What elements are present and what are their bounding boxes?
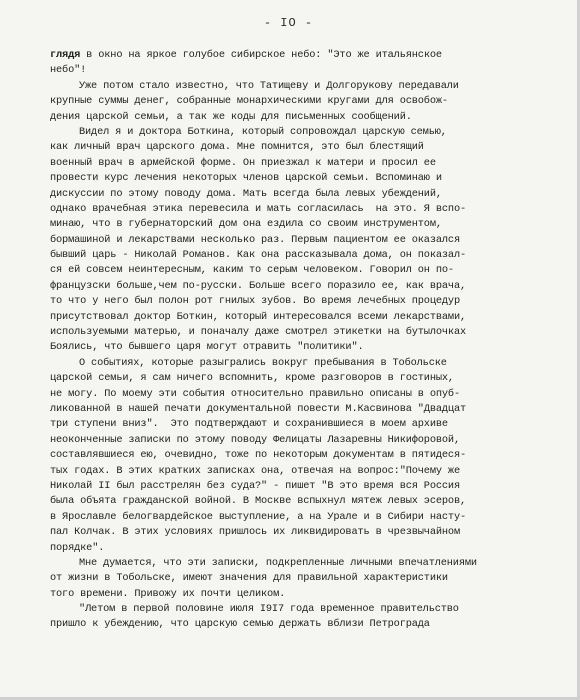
text-line: Уже потом стало известно, что Татищеву и Долгорукову передавали bbox=[79, 79, 459, 92]
text-line: однако врачебная этика перевесила и мать согласилась на это. Я вспо- bbox=[50, 202, 467, 215]
text-line: "Летом в первой половине июля I9I7 года временное правительство bbox=[79, 603, 459, 616]
text-line: то что у него был полон рот гнилых зубов. Во время лечебных процедур bbox=[50, 295, 460, 308]
text-line: дения царской семьи, а так же коды для письменных сообщений. bbox=[50, 110, 412, 123]
text-line: ликованной в нашей печати документальной повести М.Касвинова "Двадцат bbox=[50, 402, 467, 415]
text-line: тых годах. В этих кратких записках она, отвечая на вопрос:"Почему же bbox=[50, 464, 460, 477]
text-line: порядке". bbox=[50, 541, 105, 554]
text-line: Мне думается, что эти записки, подкрепленные личными впечатлениями bbox=[79, 556, 477, 569]
text-line: дискуссии по этому поводу дома. Мать всегда была левых убеждений, bbox=[50, 187, 442, 200]
text-line: Николай II был расстрелян без суда?" - пишет "В это время вся Россия bbox=[50, 479, 460, 492]
text-line: ся ей совсем неинтересным, каким то серым человеком. Говорил он по- bbox=[50, 264, 454, 277]
text-line: глядя в окно на яркое голубое сибирское небо: "Это же итальянское bbox=[50, 49, 442, 61]
text-line: царской семьи, я сам ничего вспомнить, кроме разговоров в гостиных, bbox=[50, 372, 454, 385]
text-line: используемыми матерью, и поначалу даже смотрел этикетки на бутылочках bbox=[50, 326, 467, 339]
page-number: - IO - bbox=[263, 16, 314, 30]
text-line: Видел я и доктора Боткина, который сопровождал царскую семью, bbox=[79, 125, 447, 138]
text-line: от жизни в Тобольске, имеют значения для правильной характеристики bbox=[50, 572, 448, 585]
text-line: бывший царь - Николай Романов. Как она рассказывала дома, он показал- bbox=[50, 249, 467, 262]
text-line: того времени. Привожу их почти целиком. bbox=[50, 587, 286, 600]
text-line: как личный врач царского дома. Мне помнится, это был блестящий bbox=[50, 141, 424, 154]
text-line: провести курс лечения некоторых членов царской семьи. Вспоминаю и bbox=[50, 172, 442, 185]
text-line: в Ярославле белогвардейское выступление, а на Урале и в Сибири насту- bbox=[50, 510, 467, 523]
text-line: пал Колчак. В этих условиях пришлось их ликвидировать в чрезвычайном bbox=[50, 526, 460, 539]
text-line: военный врач в армейской форме. Он приезжал к матери и просил ее bbox=[50, 156, 436, 169]
text-line: французски больше,чем по-русски. Больше всего поразило ее, как врача, bbox=[50, 279, 467, 292]
text-line: присутствовал доктор Боткин, который интересовался всеми лекарствами, bbox=[50, 310, 467, 323]
document-body bbox=[50, 48, 580, 633]
text-line: Боялись, что бывшего царя могут отравить "политики". bbox=[50, 341, 364, 354]
text-line: О событиях, которые разыгрались вокруг пребывания в Тобольске bbox=[79, 356, 447, 369]
text-line: бормашиной и лекарствами несколько раз. Первым пациентом ее оказался bbox=[50, 233, 460, 246]
text-line: три ступени вниз". Это подтверждают и сохранившиеся в моем архиве bbox=[50, 418, 448, 431]
text-line: пришло к убеждению, что царскую семью держать вблизи Петрограда bbox=[50, 618, 430, 631]
text-line: крупные суммы денег, собранные монархическими кругами для освобож- bbox=[50, 95, 448, 108]
text-line: составлявшиеся ею, очевидно, тоже по некоторым документам в пятидеся- bbox=[50, 449, 467, 462]
emphasized-word: глядя bbox=[50, 49, 81, 61]
text-line: неоконченные записки по этому поводу Фелицаты Лазаревны Никифоровой, bbox=[50, 433, 460, 446]
text-line: минаю, что в губернаторский дом она ездила со своим инструментом, bbox=[50, 218, 442, 231]
text-line: небо"! bbox=[50, 64, 87, 77]
text-line: не могу. По моему эти события относительно правильно описаны в опуб- bbox=[50, 387, 460, 400]
text-line: была объята гражданской войной. В Москве вспыхнул мятеж левых эсеров, bbox=[50, 495, 467, 508]
